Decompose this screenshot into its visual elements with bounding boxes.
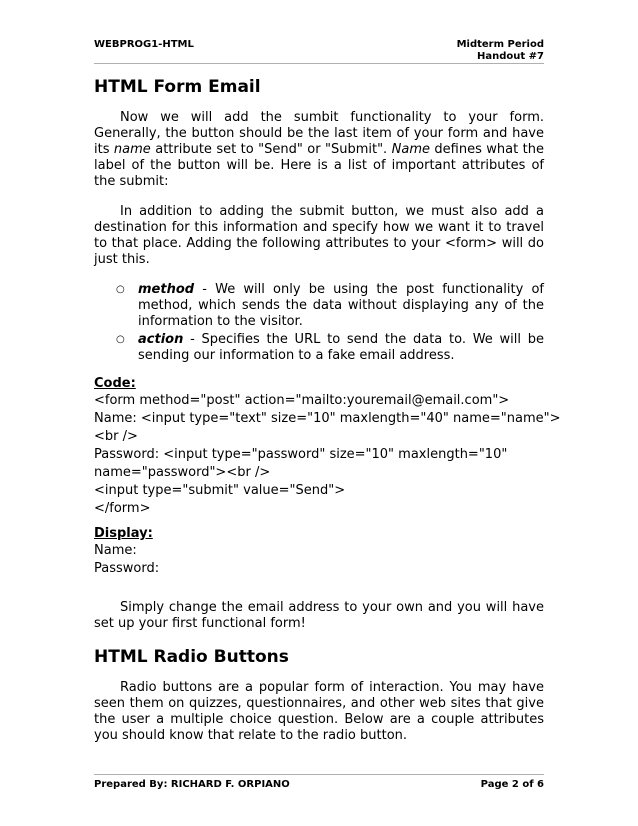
italic-term: Name [391, 142, 430, 157]
handout-label: Handout #7 [477, 51, 544, 62]
paragraph-destination: In addition to adding the submit button, we must also add a destination for this information and specify how we want it to travel to that place. Adding the following attributes to your <form> will do just this. [94, 204, 544, 267]
code-line: <form method="post" action="mailto:youremail@email.com"> [94, 393, 510, 408]
term-action: action [138, 332, 184, 347]
display-password-label: Password: [94, 561, 160, 576]
section-title-radio-buttons: HTML Radio Buttons [94, 647, 289, 667]
course-code: WEBPROG1-HTML [94, 39, 194, 50]
attribute-list [94, 282, 544, 364]
section-title-form-email: HTML Form Email [94, 77, 261, 97]
page-number: Page 2 of 6 [480, 779, 544, 790]
circle-bullet-icon: ○ [116, 284, 125, 295]
term-method: method [138, 282, 195, 297]
code-label: Code: [94, 376, 136, 391]
page-content [94, 76, 561, 758]
display-label: Display: [94, 526, 153, 541]
list-item-method [114, 282, 544, 330]
prepared-by: Prepared By: RICHARD F. ORPIANO [94, 779, 290, 790]
display-name-label: Name: [94, 543, 137, 558]
italic-term: name [113, 142, 151, 157]
code-line: name="password"><br /> [94, 465, 271, 480]
code-line: Password: <input type="password" size="10" maxlength="10" [94, 447, 508, 462]
code-line: Name: <input type="text" size="10" maxlength="40" name="name"> [94, 411, 561, 426]
list-item-action [114, 332, 544, 364]
term-description: - Specifies the URL to send the data to. We will be sending our information to a fake email address. [138, 332, 544, 363]
header-right [457, 39, 544, 63]
code-line: <input type="submit" value="Send"> [94, 483, 346, 498]
paragraph-radio-intro: Radio buttons are a popular form of interaction. You may have seen them on quizzes, questionnaires, and other web sites that give the user a multiple choice question. Below are a couple attributes you should know that relate to the radio button. [94, 680, 544, 743]
circle-bullet-icon: ○ [116, 334, 125, 345]
page-footer [94, 774, 544, 790]
para-text: attribute set to "Send" or "Submit". [150, 142, 392, 157]
display-block [94, 542, 544, 578]
para-text: defines what the label of the button will be. Here is a list of important attributes of the submit: [94, 142, 544, 189]
period-label: Midterm Period [456, 39, 544, 50]
para-text: Now we will add the sumbit functionality to your form. Generally, the button should be the last item of your form and have its [94, 110, 544, 157]
code-line: </form> [94, 501, 151, 516]
page-header [94, 39, 544, 64]
term-description: - We will only be using the post functionality of method, which sends the data without displaying any of the information to the visitor. [138, 282, 544, 329]
paragraph-submit-intro [94, 110, 544, 190]
code-block [94, 392, 561, 518]
paragraph-closing: Simply change the email address to your own and you will have set up your first functional form! [94, 600, 544, 631]
code-line: <br /> [94, 429, 138, 444]
